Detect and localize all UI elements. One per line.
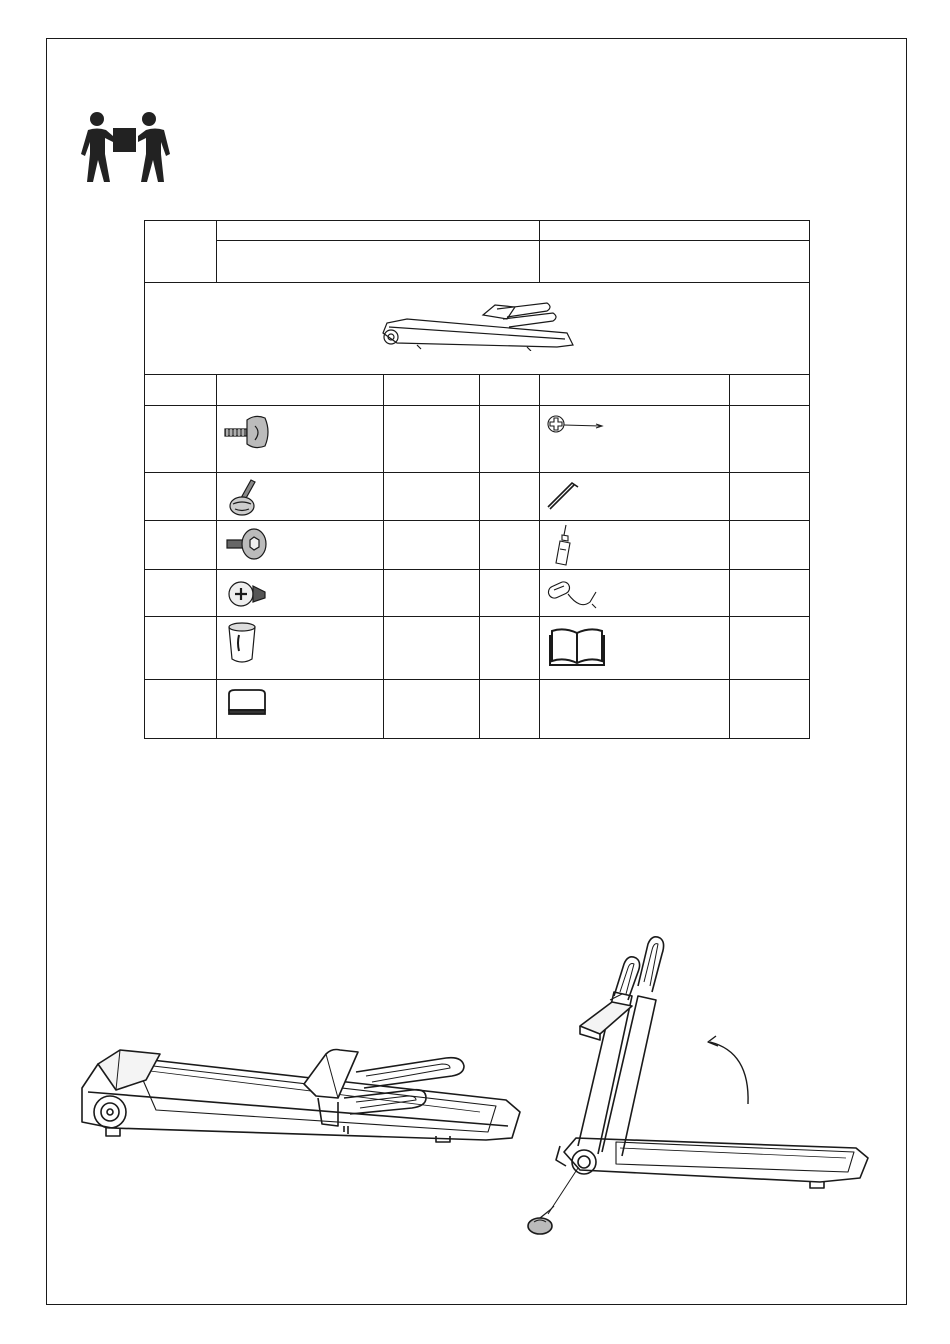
part-picture-cell (217, 406, 384, 473)
two-person-lift-icon (80, 108, 172, 186)
rotary-knob-icon (225, 476, 265, 518)
part-picture-cell (540, 406, 730, 473)
col-header-picture-right (540, 375, 730, 406)
part-number-cell (480, 406, 540, 473)
part-number-cell (145, 617, 217, 680)
header-bottom-right (540, 241, 810, 283)
safety-key-icon (546, 574, 602, 612)
col-header-qty-right (730, 375, 810, 406)
part-qty-cell (730, 680, 810, 739)
col-header-picture-left (217, 375, 384, 406)
part-picture-cell (217, 570, 384, 617)
col-header-qty-left (384, 375, 480, 406)
part-number-cell (480, 680, 540, 739)
col-header-no-left (145, 375, 217, 406)
part-number-cell (480, 473, 540, 521)
end-cap-icon (225, 686, 271, 718)
part-qty-cell (730, 617, 810, 680)
part-qty-cell (384, 617, 480, 680)
treadmill-upright-icon (520, 930, 880, 1242)
treadmill-flat-icon (76, 1040, 526, 1150)
parts-table (144, 220, 810, 739)
part-picture-cell (217, 473, 384, 521)
part-picture-cell (217, 680, 384, 739)
phillips-screw-icon (225, 576, 269, 612)
part-picture-cell (540, 680, 730, 739)
header-top-left (217, 221, 540, 241)
part-picture-cell (217, 617, 384, 680)
part-qty-cell (730, 406, 810, 473)
hex-bolt-icon (223, 526, 269, 564)
table-row (145, 406, 810, 473)
part-number-cell (145, 521, 217, 570)
knob-bolt-icon (223, 412, 271, 452)
part-qty-cell (384, 680, 480, 739)
part-qty-cell (384, 521, 480, 570)
part-picture-cell (217, 521, 384, 570)
part-picture-cell (540, 473, 730, 521)
part-number-cell (145, 406, 217, 473)
part-picture-cell (540, 570, 730, 617)
part-number-cell (480, 521, 540, 570)
treadmill-frame-icon (377, 299, 577, 351)
header-label-cell (145, 221, 217, 283)
part-qty-cell (730, 473, 810, 521)
allen-key-icon (544, 477, 584, 513)
part-number-cell (480, 617, 540, 680)
part-number-cell (145, 680, 217, 739)
table-row (145, 570, 810, 617)
part-picture-cell (540, 521, 730, 570)
header-bottom-left (217, 241, 540, 283)
cross-wrench-icon (546, 414, 606, 444)
part-qty-cell (384, 406, 480, 473)
col-header-no-right (480, 375, 540, 406)
part-number-cell (480, 570, 540, 617)
part-qty-cell (384, 570, 480, 617)
header-top-right (540, 221, 810, 241)
oil-bottle-icon (552, 523, 578, 569)
part-qty-cell (730, 521, 810, 570)
table-row (145, 473, 810, 521)
table-row (145, 521, 810, 570)
table-row (145, 680, 810, 739)
part-number-cell (145, 570, 217, 617)
manual-book-icon (548, 625, 608, 667)
part-number-cell (145, 473, 217, 521)
part-qty-cell (730, 570, 810, 617)
part-picture-cell (540, 617, 730, 680)
part-qty-cell (384, 473, 480, 521)
main-frame-cell (145, 283, 810, 375)
sleeve-icon (225, 621, 259, 667)
table-row (145, 617, 810, 680)
